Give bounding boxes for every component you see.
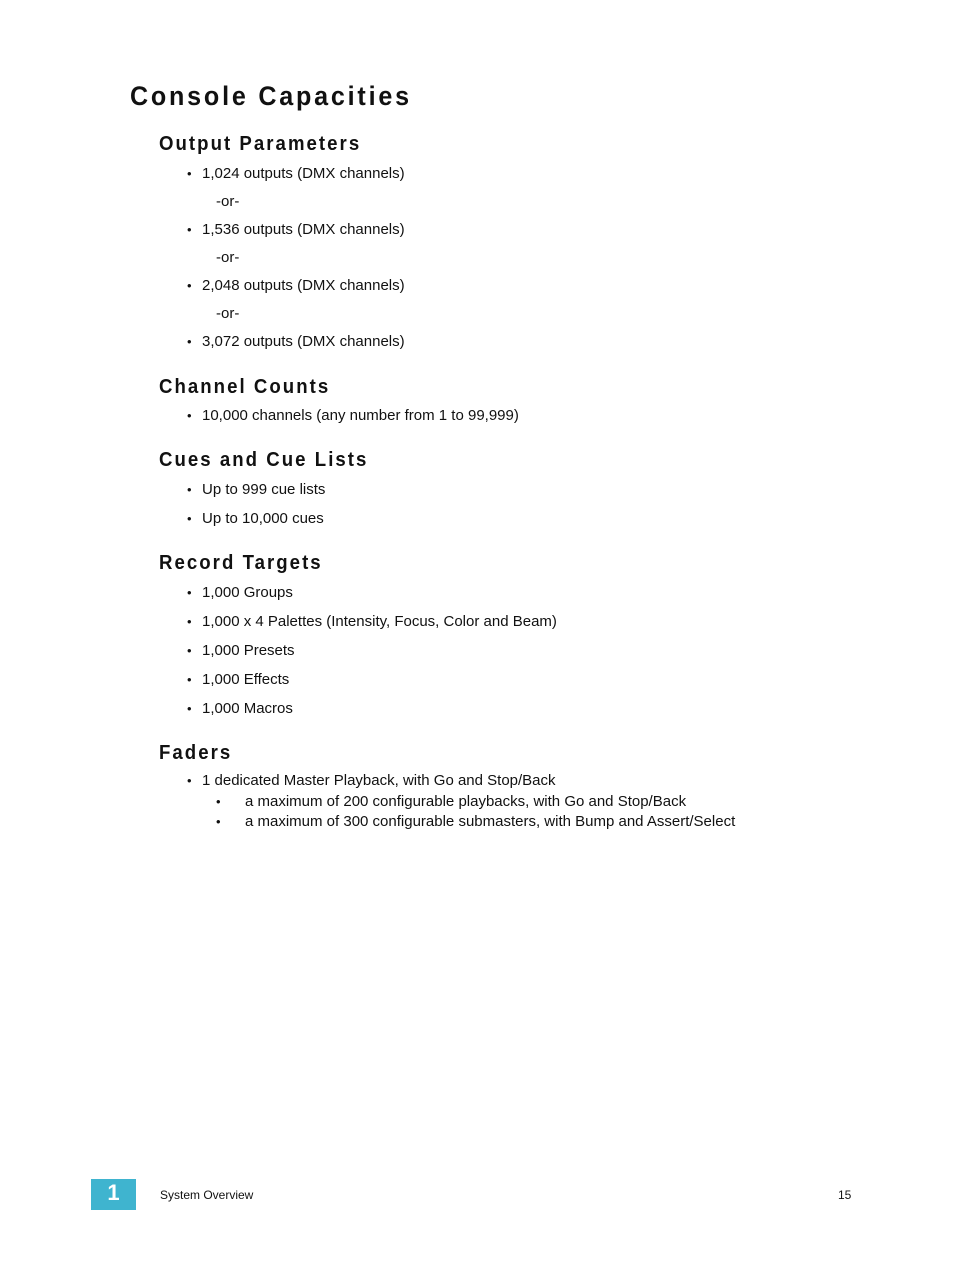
- bullet-icon: •: [187, 222, 192, 237]
- section-heading: Output Parameters: [159, 133, 362, 155]
- record-list: [159, 578, 899, 723]
- cues-list: [159, 475, 899, 533]
- list-item: • 1,000 Effects: [159, 665, 899, 694]
- list-item: • 1,000 Macros: [159, 694, 899, 723]
- faders-list: [159, 770, 899, 832]
- section-heading: Channel Counts: [159, 376, 331, 398]
- bullet-icon: •: [187, 278, 192, 293]
- section-heading: Cues and Cue Lists: [159, 449, 369, 471]
- list-item: • 1,024 outputs (DMX channels): [159, 159, 899, 188]
- page-title: Console Capacities: [130, 81, 412, 111]
- list-item: • 10,000 channels (any number from 1 to 99,999): [159, 401, 899, 430]
- section-channel-counts: [159, 373, 899, 430]
- section-record-targets: [159, 549, 899, 723]
- list-item: • 1,000 Presets: [159, 636, 899, 665]
- section-heading: Record Targets: [159, 552, 323, 574]
- bullet-icon: •: [187, 701, 192, 716]
- bullet-icon: •: [187, 511, 192, 526]
- bullet-icon: •: [187, 482, 192, 497]
- or-separator: -or-: [216, 193, 240, 210]
- bullet-icon: •: [187, 408, 192, 423]
- list-item: • 3,072 outputs (DMX channels): [159, 327, 899, 356]
- section-faders: [159, 739, 899, 832]
- list-item: • Up to 999 cue lists: [159, 475, 899, 504]
- bullet-icon: •: [187, 773, 192, 788]
- section-cues: [159, 446, 899, 533]
- or-separator: -or-: [216, 249, 240, 266]
- list-item: • 1,000 Groups: [159, 578, 899, 607]
- bullet-icon: •: [216, 794, 221, 809]
- list-item: • 2,048 outputs (DMX channels): [159, 271, 899, 300]
- list-item: • Up to 10,000 cues: [159, 504, 899, 533]
- sub-list-item: • a maximum of 300 configurable submasters, with Bump and Assert/Select: [216, 813, 736, 830]
- bullet-icon: •: [187, 643, 192, 658]
- section-heading: Faders: [159, 742, 233, 764]
- list-item: • 1,536 outputs (DMX channels): [159, 215, 899, 244]
- chapter-number-badge: 1: [91, 1179, 136, 1210]
- or-separator: -or-: [216, 305, 240, 322]
- sub-list-item: • a maximum of 200 configurable playbacks, with Go and Stop/Back: [216, 793, 687, 810]
- list-item: • 1,000 x 4 Palettes (Intensity, Focus, Color and Beam): [159, 607, 899, 636]
- page-number: 15: [838, 1188, 852, 1202]
- bullet-icon: •: [187, 166, 192, 181]
- bullet-icon: •: [187, 672, 192, 687]
- list-item: • 1 dedicated Master Playback, with Go and Stop/Back: [159, 770, 899, 792]
- bullet-icon: •: [216, 814, 221, 829]
- bullet-icon: •: [187, 614, 192, 629]
- section-output-parameters: [159, 130, 899, 356]
- bullet-icon: •: [187, 334, 192, 349]
- channel-list: [159, 401, 899, 430]
- output-list: [159, 159, 899, 356]
- bullet-icon: •: [187, 585, 192, 600]
- chapter-title: System Overview: [160, 1188, 254, 1202]
